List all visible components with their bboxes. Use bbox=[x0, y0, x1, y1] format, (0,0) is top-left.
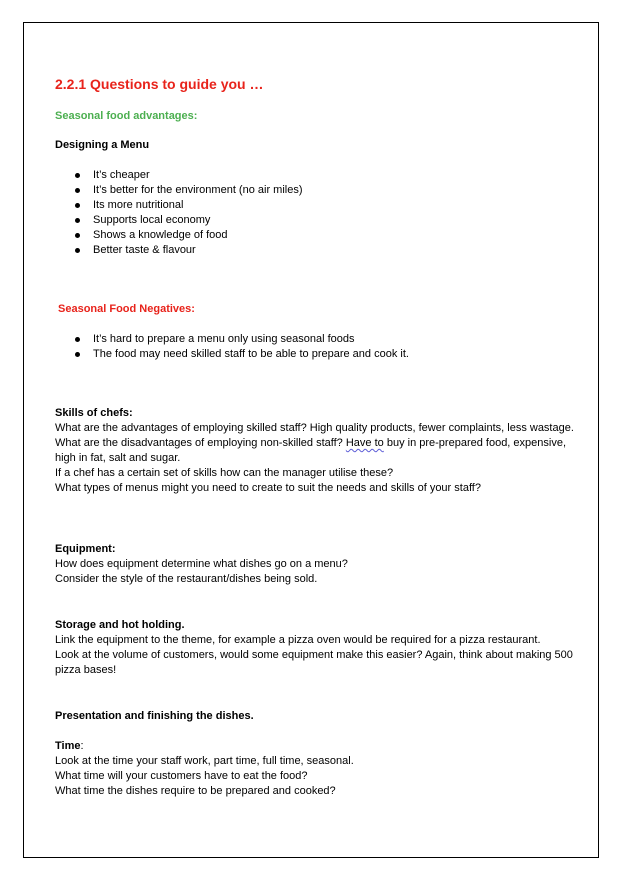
list-item: Shows a knowledge of food bbox=[75, 228, 303, 243]
skills-line-2 bbox=[55, 436, 575, 451]
time-line-1: Look at the time your staff work, part time, full time, seasonal. bbox=[55, 755, 354, 767]
list-item: It’s hard to prepare a menu only using seasonal foods bbox=[75, 332, 409, 347]
skills-line-1: What are the advantages of employing skilled staff? High quality products, fewer complaints, less wastage. bbox=[55, 422, 574, 434]
storage-section bbox=[55, 618, 575, 678]
time-line-3: What time the dishes require to be prepared and cooked? bbox=[55, 785, 336, 797]
time-title-text: Time bbox=[55, 740, 81, 752]
skills-line-2-end: buy in pre-prepared food, expensive, bbox=[383, 437, 567, 449]
designing-menu-subtitle: Designing a Menu bbox=[55, 139, 150, 151]
time-title-colon: : bbox=[80, 740, 84, 752]
equipment-section bbox=[55, 542, 575, 587]
list-item: Better taste & flavour bbox=[75, 243, 303, 258]
equipment-line-2: Consider the style of the restaurant/dishes being sold. bbox=[55, 573, 318, 585]
advantages-list bbox=[75, 168, 303, 258]
negatives-title-colon: : bbox=[191, 303, 195, 315]
list-item: It’s better for the environment (no air miles) bbox=[75, 183, 303, 198]
time-title bbox=[55, 739, 575, 754]
negatives-title bbox=[58, 303, 195, 315]
equipment-title: Equipment: bbox=[55, 543, 116, 555]
negatives-list bbox=[75, 332, 409, 362]
advantages-title: Seasonal food advantages: bbox=[55, 110, 198, 122]
time-section bbox=[55, 739, 575, 799]
storage-title: Storage and hot holding. bbox=[55, 619, 185, 631]
list-item: Supports local economy bbox=[75, 213, 303, 228]
skills-line-5: What types of menus might you need to create to suit the needs and skills of your staff? bbox=[55, 482, 481, 494]
skills-title: Skills of chefs: bbox=[55, 407, 133, 419]
storage-line-3: pizza bases! bbox=[55, 664, 117, 676]
skills-line-4: If a chef has a certain set of skills how can the manager utilise these? bbox=[55, 467, 394, 479]
storage-line-2: Look at the volume of customers, would some equipment make this easier? Again, think about making 500 bbox=[55, 649, 573, 661]
equipment-line-1: How does equipment determine what dishes go on a menu? bbox=[55, 558, 348, 570]
section-heading: 2.2.1 Questions to guide you … bbox=[55, 76, 264, 92]
time-line-2: What time will your customers have to eat the food? bbox=[55, 770, 308, 782]
skills-line-2-start: What are the disadvantages of employing non-skilled staff? bbox=[55, 437, 346, 449]
negatives-title-text: Seasonal Food Negatives bbox=[58, 303, 192, 315]
list-item: Its more nutritional bbox=[75, 198, 303, 213]
skills-section bbox=[55, 406, 575, 496]
storage-line-1: Link the equipment to the theme, for example a pizza oven would be required for a pizza restaurant. bbox=[55, 634, 541, 646]
list-item: The food may need skilled staff to be able to prepare and cook it. bbox=[75, 347, 409, 362]
skills-line-3: high in fat, salt and sugar. bbox=[55, 452, 181, 464]
spellcheck-flagged-text[interactable]: Have to bbox=[345, 437, 384, 449]
list-item: It’s cheaper bbox=[75, 168, 303, 183]
presentation-title: Presentation and finishing the dishes. bbox=[55, 710, 254, 722]
